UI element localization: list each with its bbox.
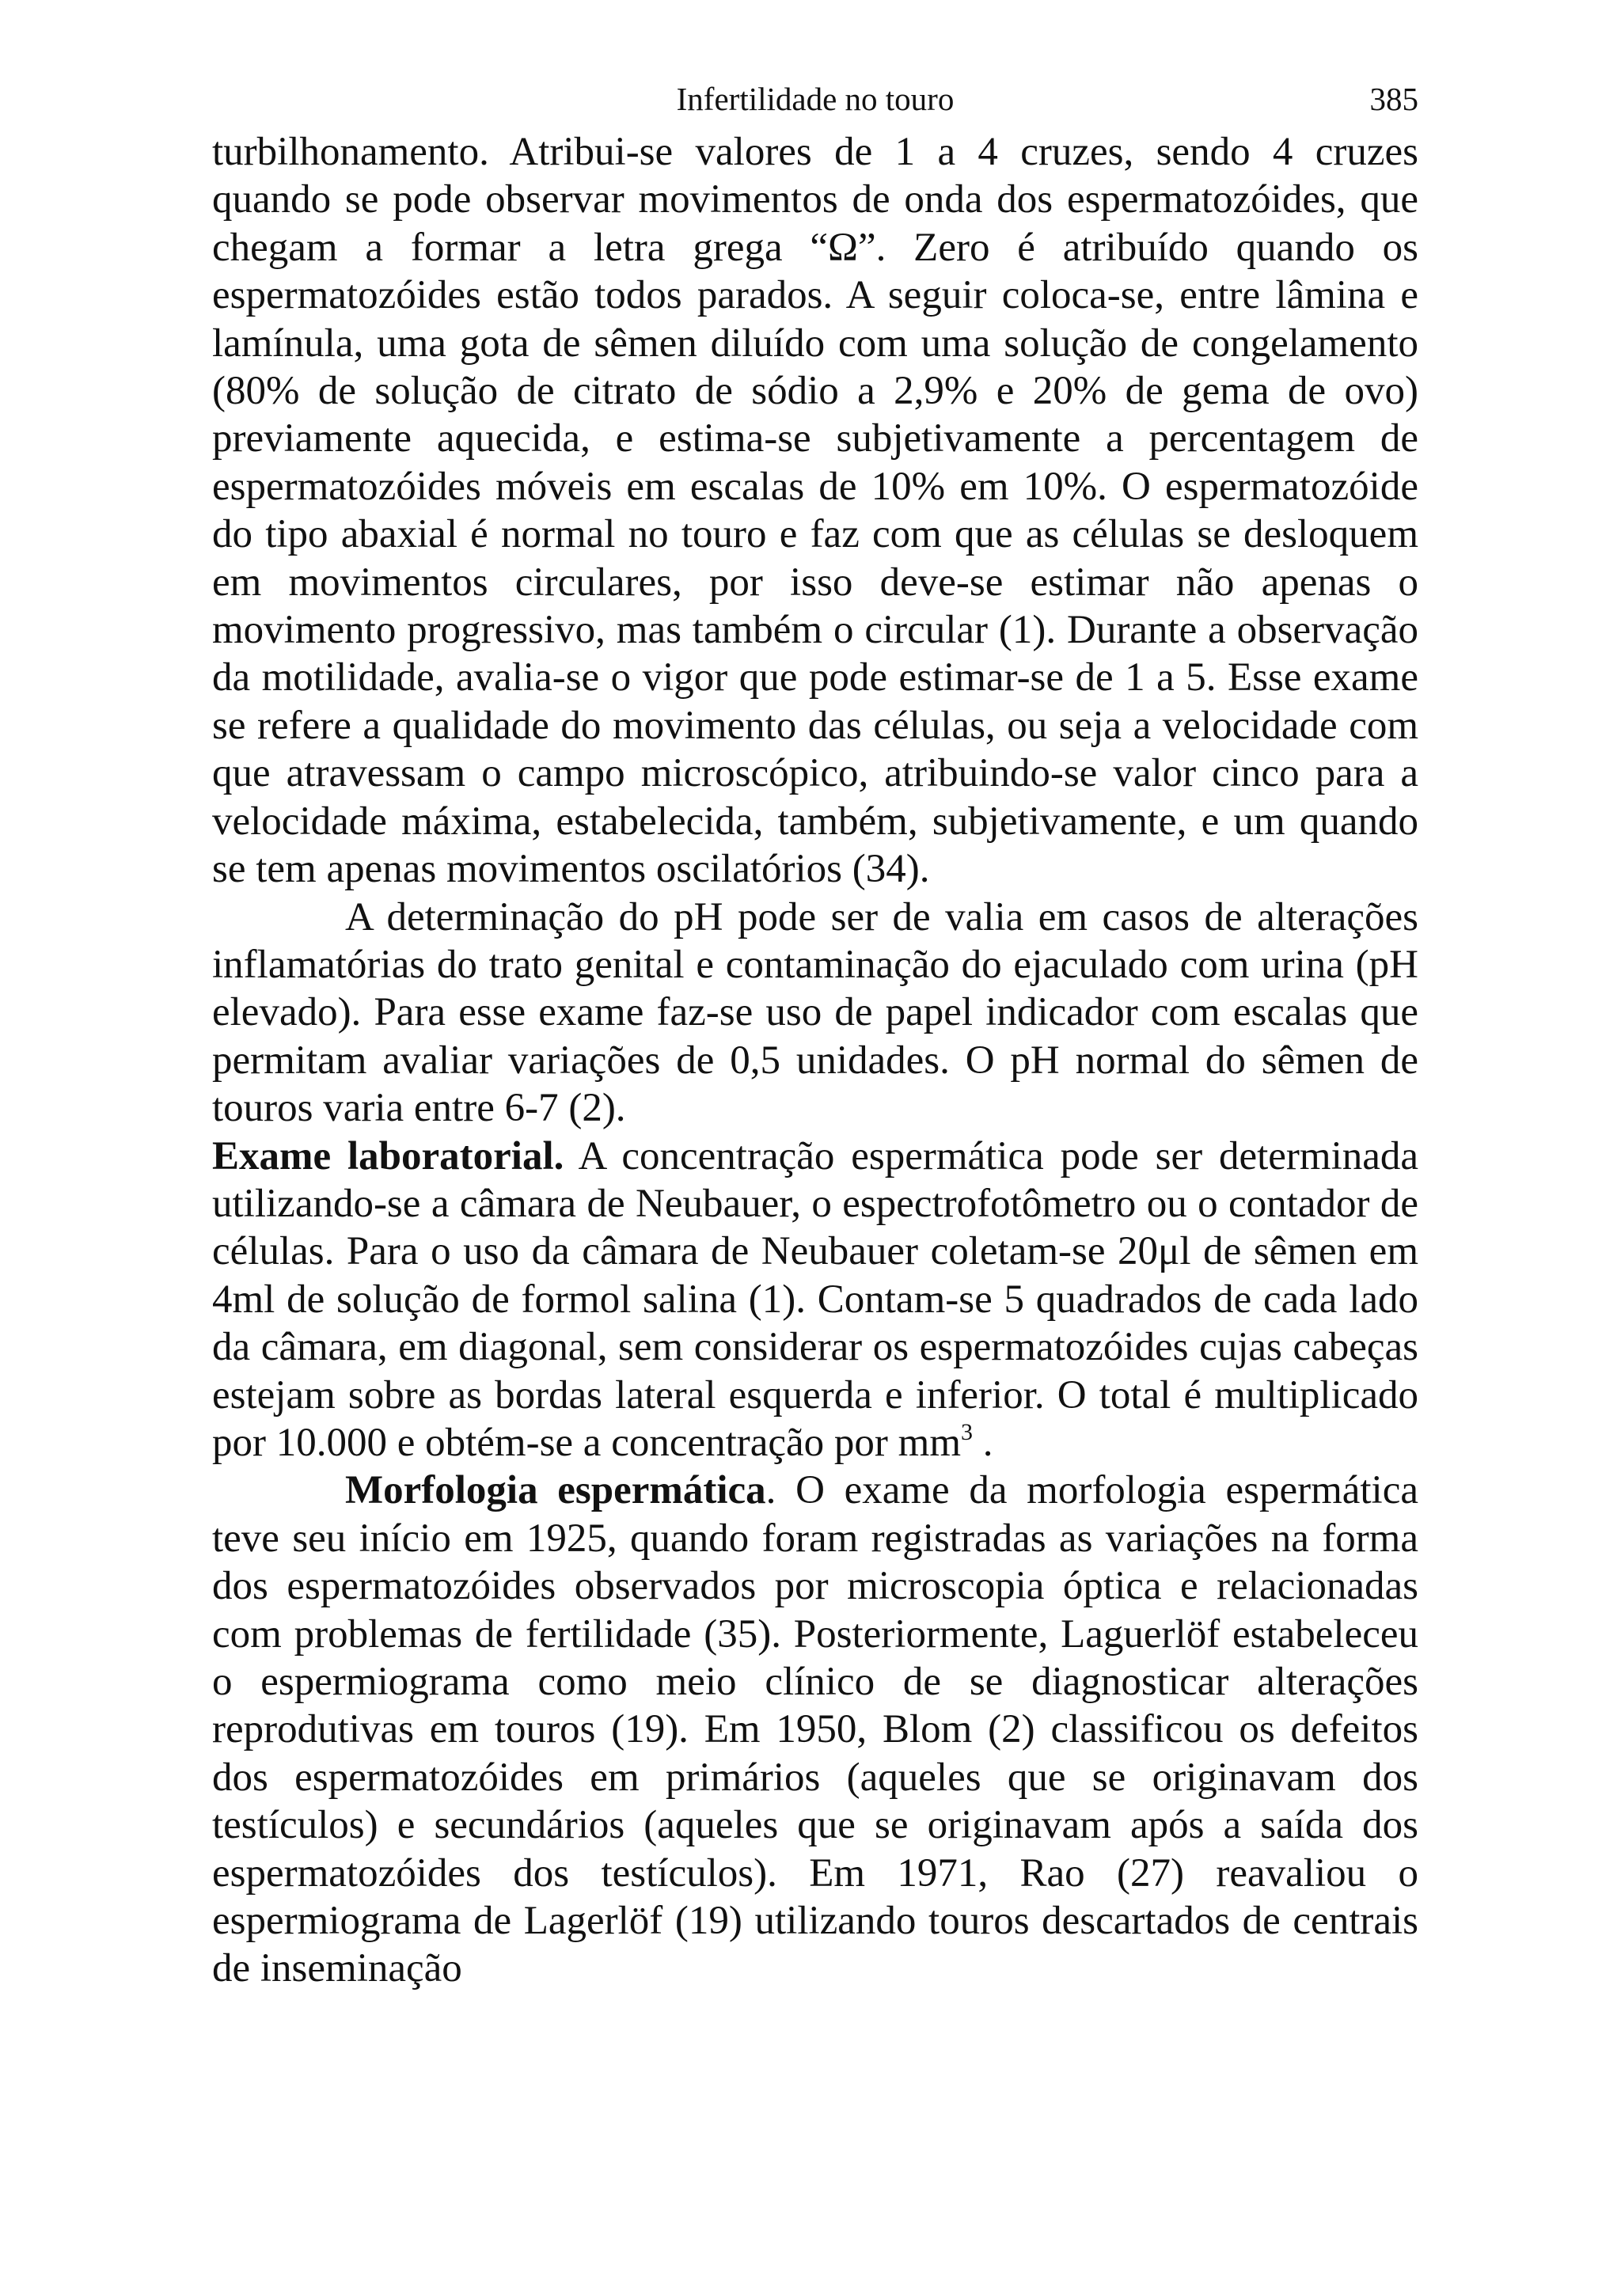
paragraph-text: A determinação do pH pode ser de valia em casos de alterações inflamatórias do trato genital e contaminação do ejaculado com urina (pH elevado). Para esse exame faz-se uso de papel indicador com escalas que permitam avaliar variações de 0,5 unidades. O pH normal do sêmen de touros varia entre 6-7 (2).: [212, 894, 1418, 1131]
running-header: [212, 76, 1418, 122]
paragraph-text: turbilhonamento. Atribui-se valores de 1 a 4 cruzes, sendo 4 cruzes quando se pode observar movimentos de onda dos espermatozóides, que chegam a formar a letra grega “Ω”. Zero é atribuído quando os espermatozóides estão todos parados. A seguir coloca-se, entre lâmina e lamínula, uma gota de sêmen diluído com uma solução de congelamento (80% de solução de citrato de sódio a 2,9% e 20% de gema de ovo) previamente aquecida, e estima-se subjetivamente a percentagem de espermatozóides móveis em escalas de 10% em 10%. O espermatozóide do tipo abaxial é normal no touro e faz com que as células se desloquem em movimentos circulares, por isso deve-se estimar não apenas o movimento progressivo, mas também o circular (1). Durante a observação da motilidade, avalia-se o vigor que pode estimar-se de 1 a 5. Esse exame se refere a qualidade do movimento das células, ou seja a velocidade com que atravessam o campo microscópico, atribuindo-se valor cinco para a velocidade máxima, estabelecida, também, subjetivamente, e um quando se tem apenas movimentos oscilatórios (34).: [212, 130, 1418, 892]
paragraph-laboratory-exam: [212, 1133, 1418, 1467]
paragraph-text: A concentração espermática pode ser determinada utilizando-se a câmara de Neubauer, o espectrofotômetro ou o contador de células. Para o uso da câmara de Neubauer coletam-se 20μl de sêmen em 4ml de solução de formol salina (1). Contam-se 5 quadrados de cada lado da câmara, em diagonal, sem considerar os espermatozóides cujas cabeças estejam sobre as bordas lateral esquerda e inferior. O total é multiplicado por 10.000 e obtém-se a concentração por mm: [212, 1133, 1419, 1465]
paragraph-sperm-morphology: [212, 1467, 1418, 1992]
running-title: Infertilidade no touro: [676, 81, 955, 117]
body-text: [212, 128, 1418, 1993]
run-in-heading-laboratory-exam: Exame laboratorial.: [212, 1133, 564, 1178]
paragraph-ph: [212, 894, 1418, 1133]
paragraph-tail: .: [982, 1420, 993, 1465]
paragraph-motility: [212, 128, 1418, 894]
document-page: [212, 76, 1418, 1993]
run-in-heading-sperm-morphology: Morfologia espermática: [345, 1468, 766, 1513]
paragraph-text: . O exame da morfologia espermática teve seu início em 1925, quando foram registradas as variações na forma dos espermatozóides observados por microscopia óptica e relacionadas com problemas de fertilidade (35). Posteriormente, Laguerlöf estabeleceu o espermiograma como meio clínico de se diagnosticar alterações reprodutivas em touros (19). Em 1950, Blom (2) classificou os defeitos dos espermatozóides em primários (aqueles que se originavam dos testículos) e secundários (aqueles que se originavam após a saída dos espermatozóides dos testículos). Em 1971, Rao (27) reavaliou o espermiograma de Lagerlöf (19) utilizando touros descartados de centrais de inseminação: [212, 1468, 1418, 1991]
superscript-exponent: 3: [961, 1418, 973, 1445]
page-number: 385: [1369, 81, 1418, 117]
